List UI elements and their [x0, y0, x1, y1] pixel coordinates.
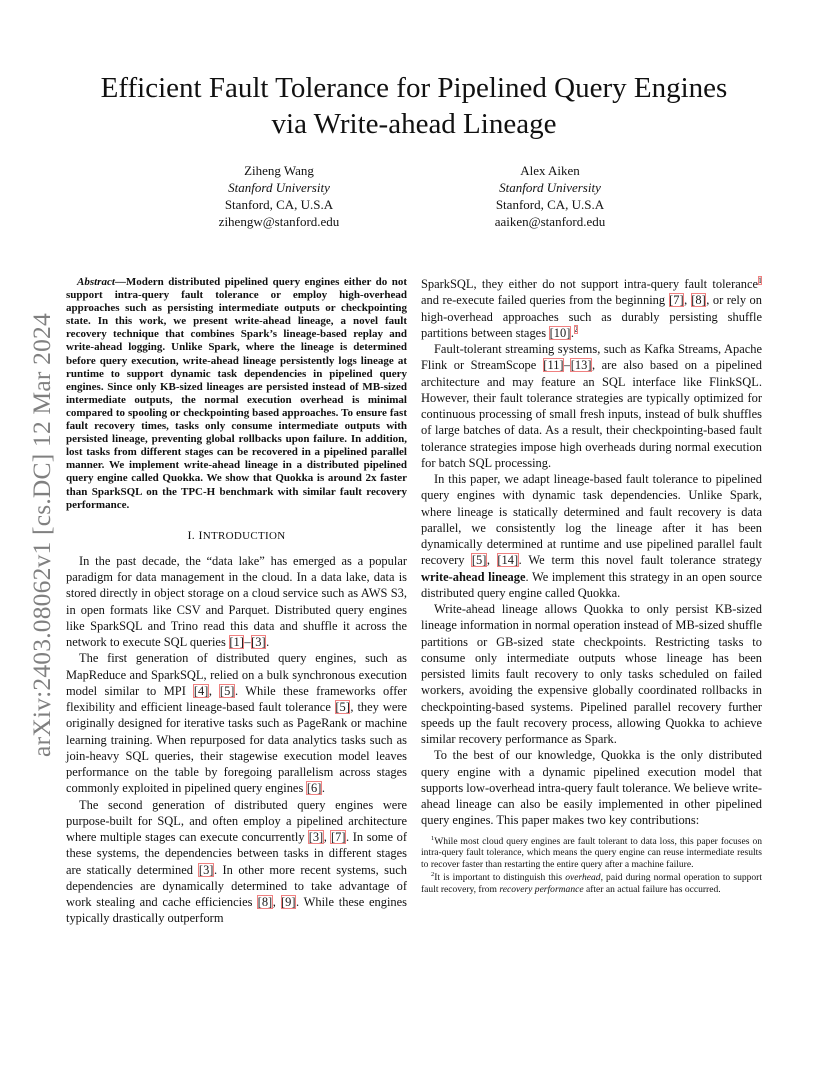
intro-paragraph-7: To the best of our knowledge, Quokka is the only distributed query engine with a dynamic pipelined execution model that supports low-overhead intra-query fault tolerance. We believe write-ahead lineage can also be easily implemented in other pipelined query engines. This paper makes two key contributions:: [421, 748, 762, 828]
footnotes: [421, 836, 762, 896]
left-column: [66, 276, 407, 927]
paper-title: Efficient Fault Tolerance for Pipelined Query Engines via Write-ahead Lineage: [100, 72, 728, 140]
citation-link[interactable]: [3]: [198, 862, 214, 877]
footnote-marker[interactable]: 1: [758, 275, 762, 285]
intro-paragraph-3: The second generation of distributed query engines were purpose-built for SQL, and often employ a pipelined architecture where multiple stages can execute concurrently [3], [7]. In some of these systems, the dependencies between tasks in different stages are statically determined [3]. In other more recent systems, such dependencies are dynamically determined to take advantage of work stealing and cache efficiencies [8], [9]. While these engines typically drastically outperform: [66, 797, 407, 926]
section-title: INTRODUCTION: [198, 527, 286, 542]
citation-link[interactable]: [7]: [330, 830, 346, 845]
citation-link[interactable]: [3]: [308, 830, 324, 845]
intro-paragraph-4: Fault-tolerant streaming systems, such as Kafka Streams, Apache Flink or StreamScope [11]–[13], are also based on a pipelined architecture and may feature an SQL interface like FlinkSQL. However, their fault tolerance strategies are typically optimized for continuous processing of small fresh inputs, instead of bulk shuffles of large batches of data. As a result, their checkpointing-based fault tolerance strategies impose high overheads during normal execution for batch SQL processing.: [421, 342, 762, 470]
abstract-text: —Modern distributed pipelined query engines either do not support intra-query fault tolerance or employ high-overhead approaches such as persisting intermediate outputs or checkpointing state. In this work, we present write-ahead lineage, a novel fault recovery technique that combines Spark’s lineage-based replay and write-ahead logging. Unlike Spark, where the lineage is determined before query execution, write-ahead lineage persistently logs lineage at runtime to support dynamic task dependencies in pipelined query engines. Since only KB-sized lineages are persisted instead of MB-sized intermediate outputs, the normal execution overhead is minimal compared to spooling or checkpointing based approaches. To ensure fast fault recovery times, tasks only consume intermediate outputs with persisted lineage, preventing global rollbacks upon failure. In addition, lost tasks from different stages can be recovered in a pipelined parallel manner. We implement write-ahead lineage in a distributed pipelined query engine called Quokka. We show that Quokka is around 2x faster than SparkSQL on the TPC-H benchmark with similar fault recovery performance.: [66, 276, 407, 511]
citation-link[interactable]: [13]: [570, 358, 592, 373]
section-heading-introduction: [66, 527, 407, 544]
abstract: [66, 276, 407, 512]
footnote-1: $^1$While most cloud query engines are fault tolerant to data loss, this paper focuses on intra-query fault tolerance, which means the query engine can reuse intermediate results to recover faster than restarting the entire query after a machine failure.: [421, 834, 762, 870]
right-column: [421, 276, 762, 897]
citation-link[interactable]: [5]: [219, 683, 235, 698]
author-email[interactable]: zihengw@stanford.edu: [218, 214, 340, 229]
arxiv-identifier-stamp: [22, 285, 62, 785]
citation-link[interactable]: [6]: [306, 781, 322, 796]
citation-link[interactable]: [5]: [335, 700, 350, 715]
intro-paragraph-continued: SparkSQL, they either do not support intra-query fault tolerance$^1$ and re-execute failed queries from the beginning [7], [8], or rely on high-overhead approaches such as durably persisting shuffle partitions between stages [10].$^2$: [421, 275, 762, 340]
author-email[interactable]: aaiken@stanford.edu: [494, 214, 606, 229]
term-write-ahead-lineage: write-ahead lineage: [421, 569, 526, 584]
author-name: Ziheng Wang: [244, 163, 314, 178]
citation-link[interactable]: [3]: [251, 635, 266, 650]
citation-link[interactable]: [8]: [257, 895, 273, 910]
author-location: Stanford, CA, U.S.A: [495, 197, 605, 212]
citation-link[interactable]: [1]: [229, 635, 244, 650]
citation-link[interactable]: [4]: [193, 683, 209, 698]
author-location: Stanford, CA, U.S.A: [224, 197, 334, 212]
footnote-number: 2: [431, 871, 435, 879]
author-name: Alex Aiken: [520, 163, 580, 178]
section-number: I.: [187, 527, 196, 542]
citation-link[interactable]: [11]: [543, 358, 564, 373]
footnote-2: $^2$It is important to distinguish this overhead, paid during normal operation to support fault recovery, from recovery performance after an actual failure has occurred.: [421, 871, 762, 895]
citation-link[interactable]: [5]: [471, 553, 487, 568]
author-affiliation: Stanford University: [228, 180, 330, 195]
intro-paragraph-1: In the past decade, the “data lake” has emerged as a popular paradigm for data management in the cloud. In a data lake, data is stored directly in object storage on a cloud service such as AWS S3, in open formats like CSV and Parquet. Distributed query engines like SparkSQL and Trino read this data and shuffle it across the network to execute SQL queries [1]–[3].: [66, 553, 407, 650]
abstract-label: Abstract: [77, 276, 115, 288]
citation-link[interactable]: [9]: [281, 895, 296, 910]
citation-link[interactable]: [8]: [691, 293, 706, 308]
footnote-marker[interactable]: 2: [573, 324, 578, 334]
citation-link[interactable]: [14]: [497, 553, 519, 568]
author-block-1: [149, 162, 409, 230]
author-block-2: [420, 162, 680, 230]
intro-paragraph-2: The first generation of distributed query engines, such as MapReduce and SparkSQL, relied on a bulk synchronous execution model similar to MPI [4], [5]. While these frameworks offer flexibility and efficient lineage-based fault tolerance [5], they were originally designed for iterative tasks such as PageRank or machine learning training. When repurposed for data analytics tasks such as join-heavy SQL queries, their stagewise execution model leaves performance on the table by foregoing parallelism across stages commonly exploited in pipelined query engines [6].: [66, 651, 408, 796]
citation-link[interactable]: [10]: [549, 325, 571, 340]
footnote-number: 1: [431, 834, 435, 842]
intro-paragraph-5: In this paper, we adapt lineage-based fault tolerance to pipelined query engines with dynamic task dependencies. Unlike Spark, where lineage is statically determined and fault recovery is data parallel, we consistently log the lineage after it has been dynamically determined at runtime and use pipelined parallel fault recovery [5], [14]. We term this novel fault tolerance strategy write-ahead lineage. We implement this strategy in an open source distributed query engine called Quokka.: [421, 472, 762, 600]
citation-link[interactable]: [7]: [669, 293, 684, 308]
author-affiliation: Stanford University: [499, 180, 601, 195]
arxiv-id-text: arXiv:2403.08062v1 [cs.DC] 12 Mar 2024: [27, 313, 57, 757]
intro-paragraph-6: Write-ahead lineage allows Quokka to only persist KB-sized lineage information in normal operation instead of MB-sized shuffle partitions or GB-sized state checkpoints. Restricting tasks to consume only intermediate outputs whose lineage has been persisted limits fault recovery to only tasks scheduled on failed workers, avoiding the expensive globally coordinated rollbacks in checkpointing-based systems. Pipelined parallel recovery further speeds up the fault recovery process, allowing Quokka to achieve similar recovery performance as Spark.: [421, 602, 762, 746]
